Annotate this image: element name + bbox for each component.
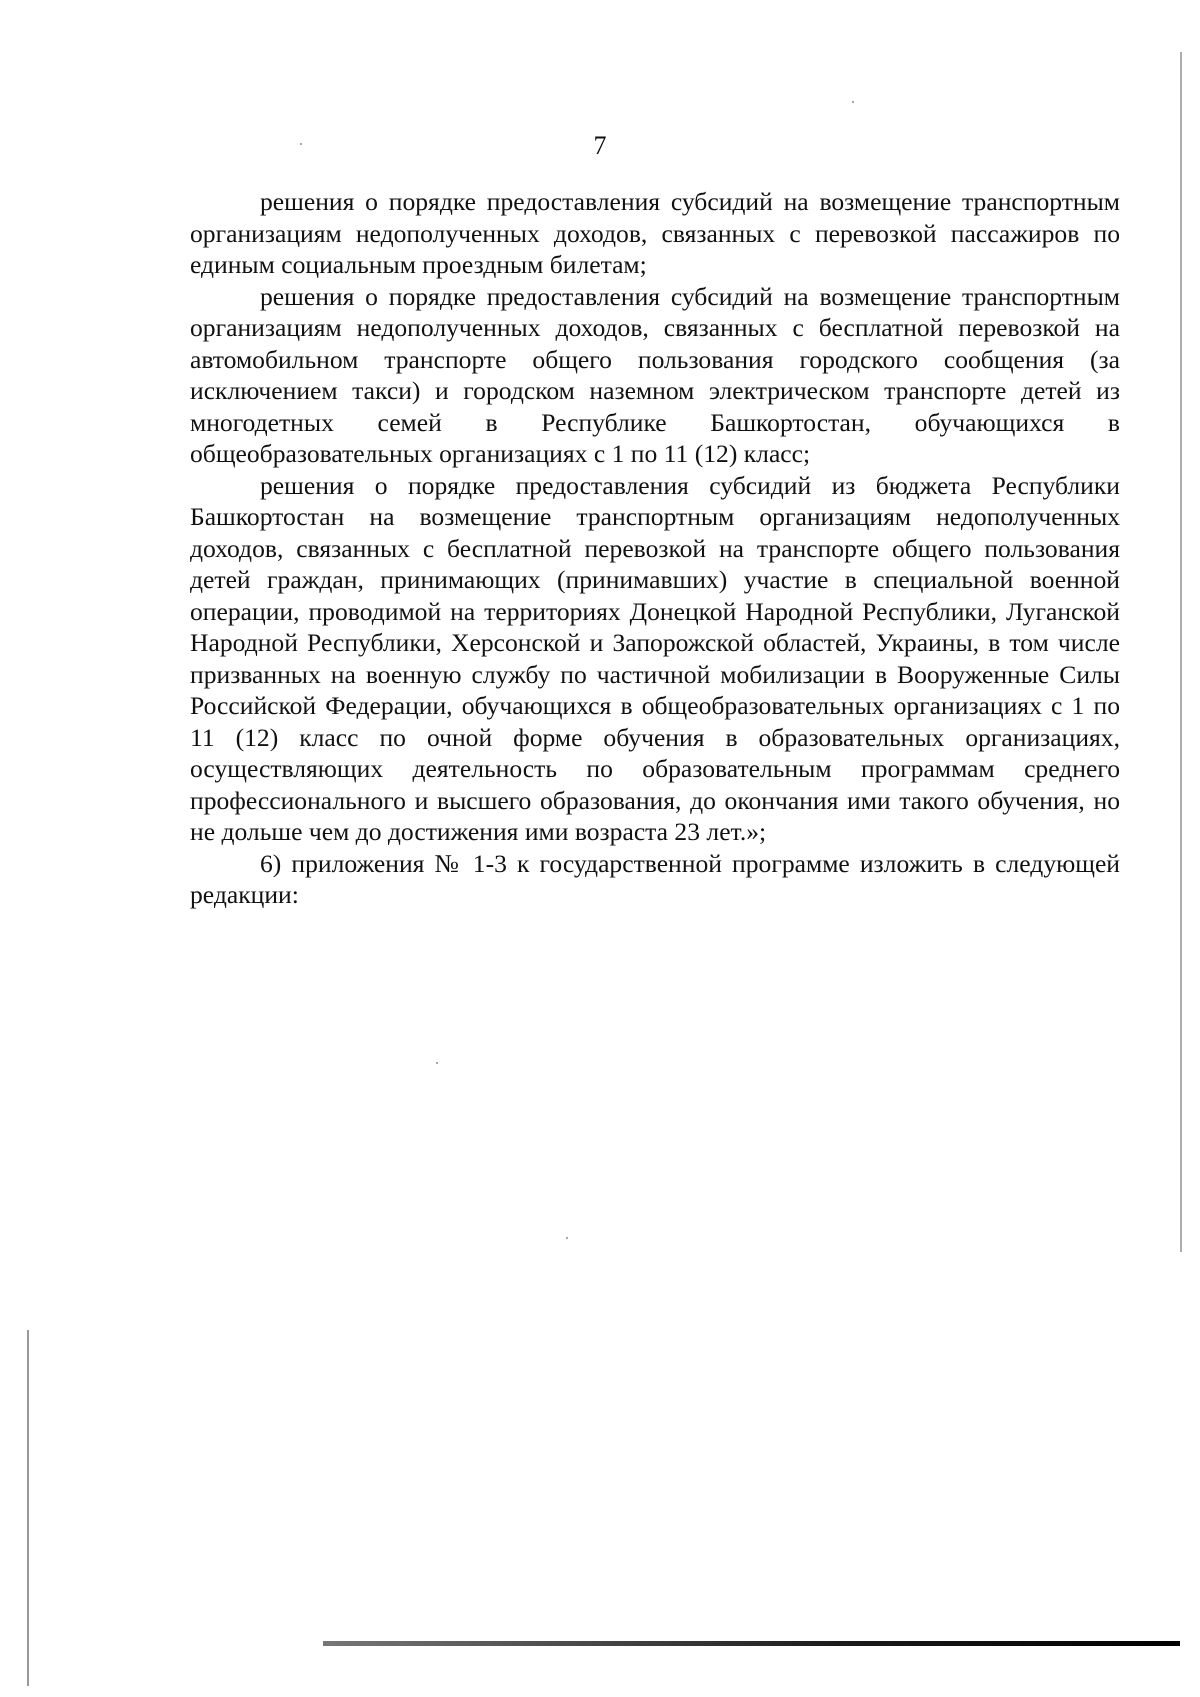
scan-edge-left bbox=[27, 1330, 29, 1686]
scan-speck bbox=[566, 1237, 568, 1239]
scan-edge-bottom bbox=[323, 1641, 1180, 1646]
paragraph-appendices-amendment: 6) приложения № 1-3 к государственной программе изложить в следующей редакции: bbox=[190, 848, 1120, 909]
page-number: 7 bbox=[593, 131, 607, 160]
paragraph-large-families-subsidy: решения о порядке предоставления субсидий на возмещение транспортным организациям недополученных доходов, связанных с бесплатной перевозкой на автомобильном транспорте общего пользования городского сообщения (за исключением такси) и городском наземном электрическом транспорте детей из многодетных семей в Республике Башкортостан, обучающихся в общеобразовательных организациях с 1 по 11 (12) класс; bbox=[190, 281, 1120, 468]
scan-edge-right bbox=[1180, 52, 1182, 1252]
paragraph-tickets-subsidy: решения о порядке предоставления субсидий на возмещение транспортным организациям недополученных доходов, связанных с перевозкой пассажиров по единым социальным проездным билетам; bbox=[190, 187, 1120, 279]
document-body bbox=[190, 186, 1120, 911]
scan-speck bbox=[436, 1062, 438, 1064]
scan-speck bbox=[300, 143, 302, 145]
scan-speck bbox=[852, 101, 854, 103]
paragraph-svo-children-subsidy: решения о порядке предоставления субсидий из бюджета Республики Башкортостан на возмещение транспортным организациям недополученных доходов, связанных с бесплатной перевозкой на транспорте общего пользования детей граждан, принимающих (принимавших) участие в специальной военной операции, проводимой на территориях Донецкой Народной Республики, Луганской Народной Республики, Херсонской и Запорожской областей, Украины, в том числе призванных на военную службу по частичной мобилизации в Вооруженные Силы Российской Федерации, обучающихся в общеобразовательных организациях с 1 по 11 (12) класс по очной форме обучения в образовательных организациях, осуществляющих деятельность по образовательным программам среднего профессионального и высшего образования, до окончания ими такого обучения, но не дольше чем до достижения ими возраста 23 лет.»; bbox=[190, 470, 1120, 846]
